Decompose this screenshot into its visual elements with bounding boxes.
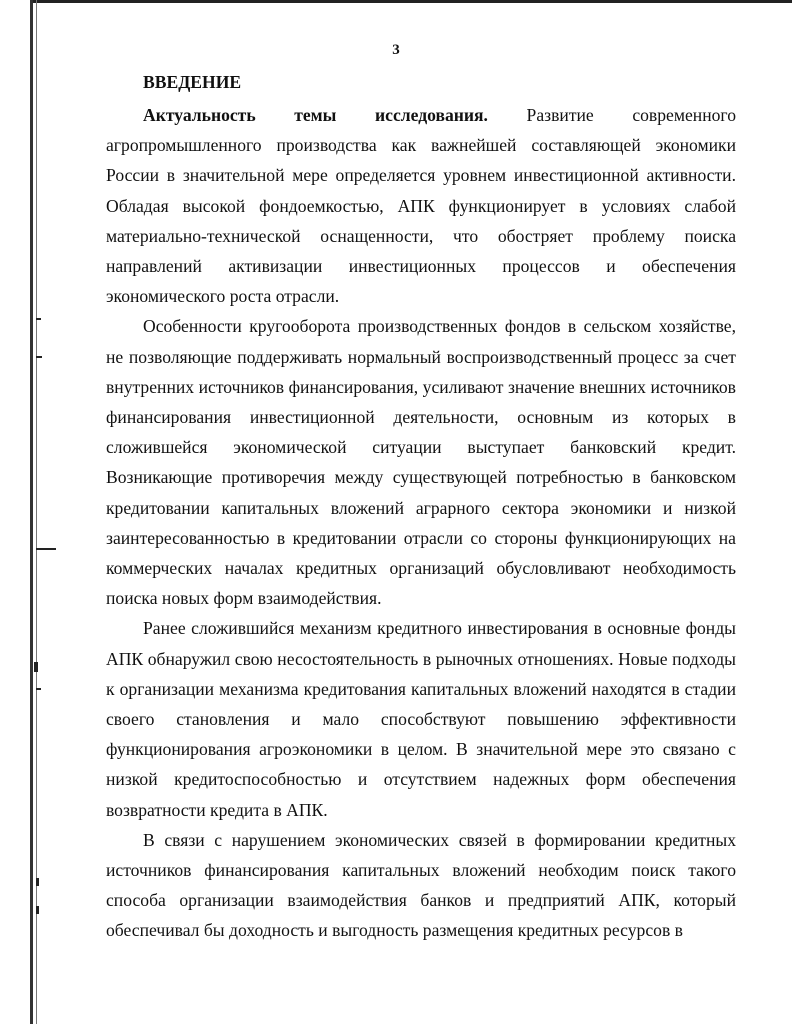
paragraph-relevance [106, 100, 736, 311]
page-body [106, 70, 736, 946]
paragraph-economic-ties [106, 825, 736, 946]
scan-mark [34, 662, 38, 672]
paragraph-text: Особенности кругооборота производственных фондов в сельском хозяйстве, не позволяющие поддерживать нормальный воспроизводственный процесс за счет внутренних источников финансирования, усиливают значение внешних источников финансирования инвестиционной деятельности, основным из которых в сложившейся экономической ситуации выступает банковский кредит. Возникающие противоречия между существующей потребностью в банковском кредитовании капитальных вложений аграрного сектора экономики и низкой заинтересованностью в кредитовании отрасли со стороны функционирующих на коммерческих началах кредитных организаций обусловливают необходимость поиска новых форм взаимодействия. [106, 316, 736, 609]
scan-mark [36, 878, 39, 886]
paragraph-text: Ранее сложившийся механизм кредитного инвестирования в основные фонды АПК обнаружил свою несостоятельность в рыночных отношениях. Новые подходы к организации механизма кредитования капитальных вложений находятся в стадии своего становления и мало способствуют повышению эффективности функционирования агроэкономики в целом. В значительной мере это связано с низкой кредитоспособностью и отсутствием надежных форм обеспечения возвратности кредита в АПК. [106, 618, 736, 820]
scan-mark [36, 356, 42, 358]
paragraph-credit-mechanism [106, 613, 736, 824]
scan-mark [36, 318, 41, 320]
scan-border-left-inner [36, 0, 37, 1024]
page-number: 3 [392, 42, 400, 58]
scan-mark [36, 548, 56, 550]
paragraph-lead: Актуальность темы исследования. [143, 105, 488, 125]
scan-mark [36, 688, 41, 690]
scan-border-left [30, 0, 33, 1024]
paragraph-text: В связи с нарушением экономических связей в формировании кредитных источников финансирования капитальных вложений необходим поиск такого способа организации взаимодействия банков и предприятий АПК, который обеспечивал бы доходность и выгодность размещения кредитных ресурсов в [106, 829, 736, 941]
section-heading: ВВЕДЕНИЕ [143, 72, 242, 92]
paragraph-text: Развитие современного агропромышленного производства как важнейшей составляющей экономики России в значительной мере определяется уровнем инвестиционной активности. Обладая высокой фондоемкостью, АПК функционирует в условиях слабой материально-технической оснащенности, что обостряет проблему поиска направлений активизации инвестиционных процессов и обеспечения экономического роста отрасли. [106, 105, 736, 307]
scan-mark [36, 906, 39, 914]
paragraph-funds-circulation [106, 311, 736, 613]
scan-border-top [32, 0, 792, 3]
